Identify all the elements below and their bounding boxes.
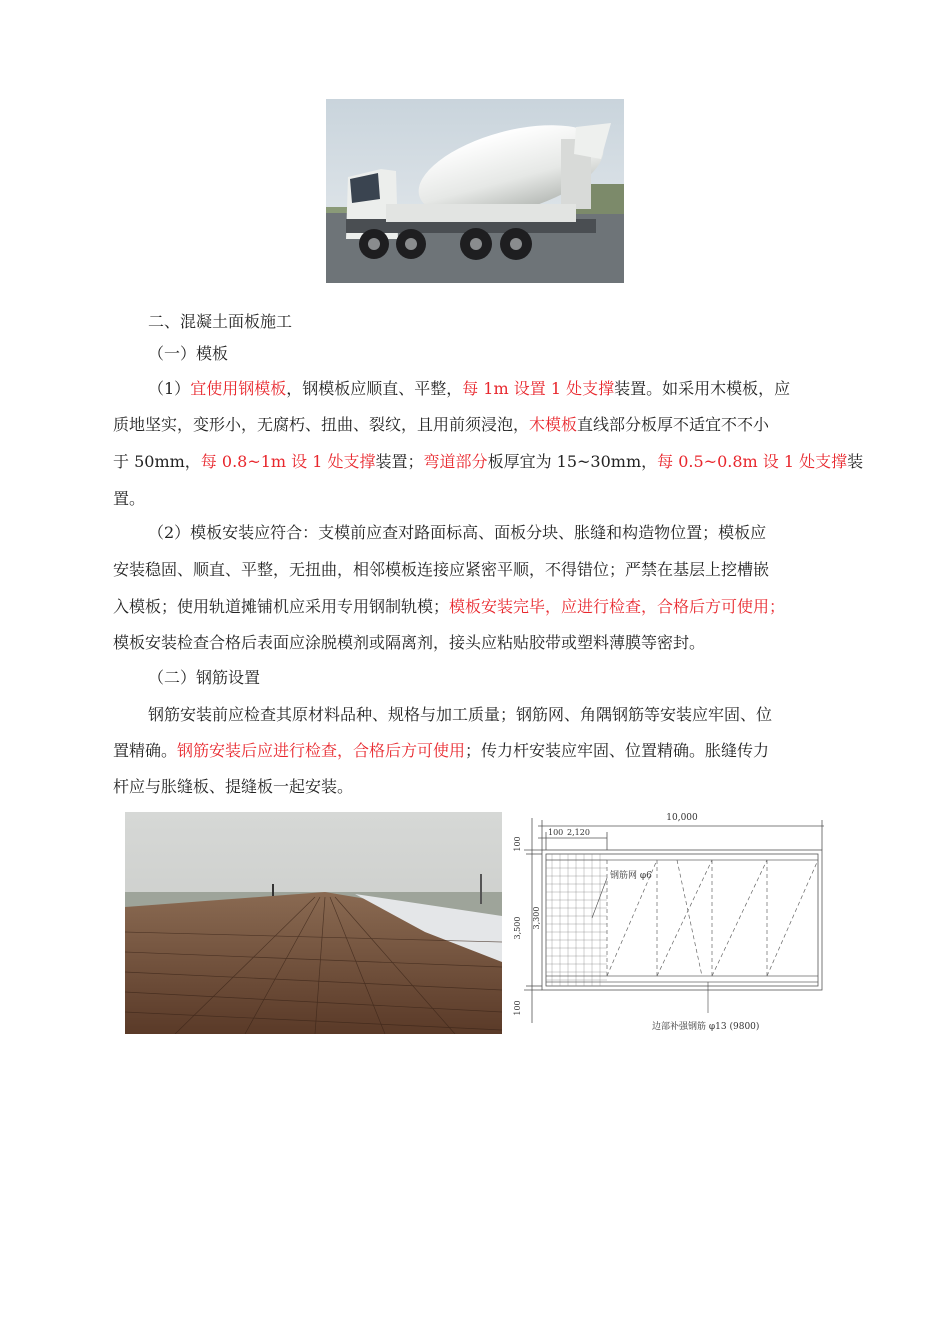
- dim-top-mid: 2,120: [567, 828, 590, 837]
- text: ；传力杆安装应牢固、位置精确。胀缝传力: [465, 741, 770, 760]
- highlight-text: ；: [769, 597, 786, 616]
- text: （1）: [148, 379, 191, 398]
- text: 入模板；使用轨道摊铺机应采用专用钢制轨模；: [113, 597, 450, 616]
- subsection-formwork-title: （一）模板: [148, 344, 229, 363]
- text: 板厚宜为 15~30mm，: [487, 452, 658, 471]
- paragraph-1-line-4: 置。: [113, 489, 146, 508]
- text: 于 50mm，: [113, 452, 201, 471]
- section-title: 二、混凝土面板施工: [148, 312, 293, 331]
- dim-left-top: 100: [513, 836, 522, 852]
- highlight-text: 每 0.5~0.8m 设 1 处支撑: [657, 452, 848, 471]
- label-mesh: 钢筋网 φ6: [610, 871, 652, 881]
- text: 装置；: [375, 452, 424, 471]
- paragraph-3-line-2: [113, 740, 769, 762]
- paragraph-2-line-3: [113, 596, 785, 618]
- text: ，钢模板应顺直、平整，: [286, 379, 463, 398]
- text: 质地坚实，变形小，无腐朽、扭曲、裂纹，且用前须浸泡，: [113, 415, 530, 434]
- highlight-text: 宜使用钢模板: [190, 379, 287, 398]
- paragraph-2-line-4: 模板安装检查合格后表面应涂脱模剂或隔离剂，接头应粘贴胶带或塑料薄膜等密封。: [113, 633, 706, 652]
- text: 装: [847, 452, 864, 471]
- highlight-text: 弯道部分: [423, 452, 488, 471]
- text: 装置。如采用木模板，应: [614, 379, 791, 398]
- highlight-text: 木模板: [529, 415, 578, 434]
- highlight-text: 每 1m 设置 1 处支撑: [462, 379, 615, 398]
- paragraph-1-line-1: [148, 378, 790, 400]
- label-edge-bar: 边部补强钢筋 φ13 (9800): [652, 1022, 760, 1032]
- dim-total-width: 10,000: [666, 813, 698, 823]
- paragraph-3-line-1: 钢筋安装前应检查其原材料品种、规格与加工质量；钢筋网、角隅钢筋等安装应牢固、位: [148, 705, 773, 724]
- paragraph-1-line-3: [113, 451, 863, 473]
- mixer-truck-photo: [326, 99, 624, 283]
- dim-top-left: 100: [548, 828, 564, 837]
- highlight-text: 模板安装完毕，应进行检查，合格后方可使用: [449, 597, 770, 616]
- paragraph-3-line-3: 杆应与胀缝板、提缝板一起安装。: [113, 777, 354, 796]
- highlight-text: 每 0.8~1m 设 1 处支撑: [200, 452, 376, 471]
- highlight-text: 钢筋安装后应进行检查，合格后方可使用: [177, 741, 466, 760]
- paragraph-2-line-1: （2）模板安装应符合：支模前应查对路面标高、面板分块、胀缝和构造物位置；模板应: [148, 523, 767, 542]
- subsection-rebar-title: （二）钢筋设置: [148, 668, 261, 687]
- dim-left-outer: 3,500: [513, 916, 522, 940]
- dim-left-bottom: 100: [513, 1000, 522, 1016]
- text: 直线部分板厚不适宜不不小: [577, 415, 770, 434]
- paragraph-2-line-2: 安装稳固、顺直、平整，无扭曲，相邻模板连接应紧密平顺，不得错位；严禁在基层上挖槽嵌: [113, 560, 770, 579]
- rebar-mesh-road-photo: [125, 812, 502, 1034]
- paragraph-1-line-2: [113, 414, 769, 436]
- rebar-layout-diagram: [512, 808, 837, 1038]
- text: 置精确。: [113, 741, 178, 760]
- dim-left-inner: 3,300: [532, 906, 541, 930]
